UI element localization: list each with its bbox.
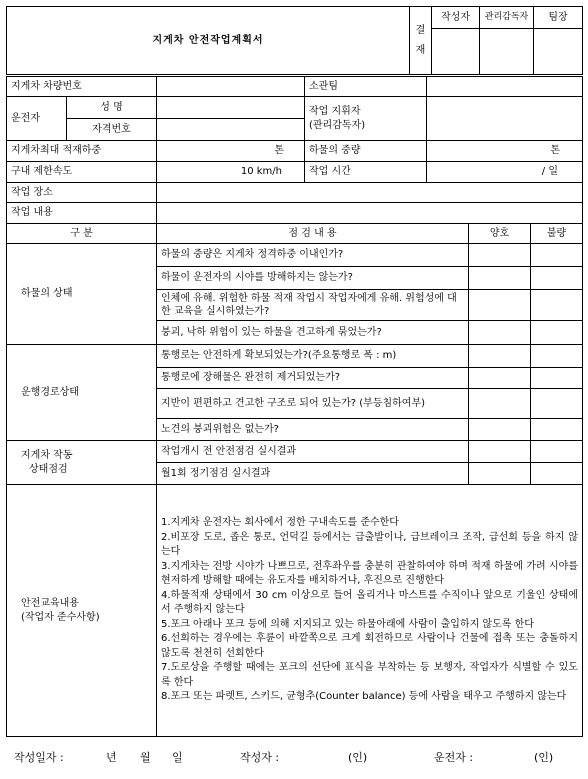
education-item: 1.지게차 운전자는 회사에서 정한 구내속도를 준수한다 xyxy=(161,517,399,529)
driver-name-label: 성 명 xyxy=(67,97,157,119)
check-bad-box[interactable] xyxy=(531,389,583,419)
education-item: 3.지게차는 전방 시야가 나쁘므로, 전후좌우를 충분히 관찰하여야 하며 적재 하물에 가려 시야를 현저하게 방해할 때에는 유도자를 배치하거나, 후진으로 진행한다 xyxy=(161,560,578,587)
vehicle-no-value[interactable] xyxy=(157,77,305,97)
speed-value-text: 10 km/h xyxy=(240,166,282,178)
place-value[interactable] xyxy=(157,183,583,203)
checklist-header-category: 구 분 xyxy=(7,224,157,244)
check-bad-box[interactable] xyxy=(531,290,583,321)
driver-label: 운전자 xyxy=(7,97,67,141)
approval-label xyxy=(410,7,432,75)
sign-box-supervisor[interactable] xyxy=(480,29,534,75)
section-route-status: 운행경로상태 xyxy=(7,345,157,441)
date-year-label: 년 xyxy=(106,751,117,764)
check-good-box[interactable] xyxy=(469,441,531,463)
date-month-label: 월 xyxy=(140,751,151,764)
document-title: 지게차 안전작업계획서 xyxy=(7,7,410,75)
check-item: 작업개시 전 안전점검 실시결과 xyxy=(157,441,469,463)
education-item: 2.비포장 도로, 좁은 통로, 언덕길 등에서는 급출발이나, 급브레이크 조작, 급선회 등을 하지 않는다 xyxy=(161,531,578,558)
check-item: 하물의 중량은 지게차 정격하중 이내인가? xyxy=(157,244,469,267)
driver-name-value[interactable] xyxy=(157,97,305,119)
education-item: 6.선회하는 경우에는 후륜이 바깥쪽으로 크게 회전하므로 사람이나 건물에 접촉 또는 충돌하지 않도록 천천히 선회한다 xyxy=(161,633,578,659)
education-item: 7.도로상을 주행할 때에는 포크의 선단에 표식을 부착하는 등 보행자, 작업자가 식별할 수 있도록 한다 xyxy=(161,662,578,688)
check-bad-box[interactable] xyxy=(531,419,583,441)
content-value[interactable] xyxy=(157,203,583,224)
max-load-label: 지게차최대 적재하중 xyxy=(7,141,157,162)
check-item: 월1회 정기점검 실시결과 xyxy=(157,463,469,485)
check-good-box[interactable] xyxy=(469,345,531,368)
check-bad-box[interactable] xyxy=(531,244,583,267)
license-label: 자격번호 xyxy=(67,119,157,141)
max-load-unit: 톤 xyxy=(274,145,284,157)
check-item: 하물이 운전자의 시야를 방해하지는 않는가? xyxy=(157,267,469,290)
supervisor-label-line1: 작업 지휘자 xyxy=(309,106,361,117)
max-load-value[interactable] xyxy=(157,141,305,162)
checklist-header-bad: 불량 xyxy=(531,224,583,244)
check-good-box[interactable] xyxy=(469,267,531,290)
speed-value[interactable] xyxy=(157,162,305,183)
check-good-box[interactable] xyxy=(469,321,531,345)
check-bad-box[interactable] xyxy=(531,321,583,345)
driver-seal[interactable]: (인) xyxy=(534,751,554,764)
check-item: 노견의 붕괴위험은 없는가? xyxy=(157,419,469,441)
supervisor-label-line2: (관리감독자) xyxy=(309,119,366,131)
load-weight-value[interactable] xyxy=(427,141,583,162)
date-day-label: 일 xyxy=(172,751,183,764)
education-list xyxy=(157,485,583,737)
speed-label: 구내 제한속도 xyxy=(7,162,157,183)
check-item: 지반이 편편하고 견고한 구조로 되어 있는가? (부등침하여부) xyxy=(157,389,469,419)
education-item: 8.포크 또는 파렛트, 스키드, 균형추(Counter balance) 등에 사람을 태우고 주행하지 않는다 xyxy=(161,691,567,703)
writer-label: 작성자 : xyxy=(240,751,280,764)
work-time-label: 작업 시간 xyxy=(305,162,427,183)
approval-col-supervisor: 관리감독자 xyxy=(480,7,534,29)
dept-label: 소관팀 xyxy=(305,77,427,97)
check-good-box[interactable] xyxy=(469,290,531,321)
education-label xyxy=(7,485,157,737)
check-bad-box[interactable] xyxy=(531,463,583,485)
approval-col-writer: 작성자 xyxy=(432,7,480,29)
sign-box-teamlead[interactable] xyxy=(534,29,583,75)
check-bad-box[interactable] xyxy=(531,441,583,463)
check-item: 인체에 유해. 위험한 하물 적재 작업시 작업자에게 유해. 위험성에 대한 교육을 실시하였는가? xyxy=(157,290,469,321)
main-form-table xyxy=(6,76,583,737)
signature-footer xyxy=(6,747,582,767)
supervisor-label xyxy=(305,97,427,141)
check-bad-box[interactable] xyxy=(531,345,583,368)
checklist-header-items: 점 검 내 용 xyxy=(157,224,469,244)
title-block xyxy=(6,6,583,75)
section-operation-check-line2: 상태점검 xyxy=(29,463,68,475)
education-label-line1: 안전교육내용 xyxy=(21,598,79,609)
writer-seal[interactable]: (인) xyxy=(348,751,368,764)
approval-label-top: 결 xyxy=(415,24,426,36)
work-time-value-text: / 일 xyxy=(541,166,558,178)
sign-box-writer[interactable] xyxy=(432,29,480,75)
check-bad-box[interactable] xyxy=(531,267,583,290)
date-label: 작성일자 : xyxy=(14,751,64,764)
load-weight-label: 하물의 중량 xyxy=(305,141,427,162)
section-operation-check-line1: 지게차 작동 xyxy=(21,450,73,461)
education-label-line2: (작업자 준수사항) xyxy=(21,611,100,623)
work-time-value[interactable] xyxy=(427,162,583,183)
check-good-box[interactable] xyxy=(469,368,531,389)
section-operation-check xyxy=(7,441,157,485)
driver-sign-label: 운전자 : xyxy=(434,751,474,764)
section-load-status: 하물의 상태 xyxy=(7,244,157,345)
education-item: 5.포크 아래나 포크 등에 의해 지지되고 있는 하물아래에 사람이 출입하지 않도록 한다 xyxy=(161,618,534,630)
approval-col-teamlead: 팀장 xyxy=(534,7,583,29)
approval-label-bottom: 재 xyxy=(415,44,426,56)
check-good-box[interactable] xyxy=(469,244,531,267)
supervisor-value[interactable] xyxy=(427,97,583,141)
check-good-box[interactable] xyxy=(469,463,531,485)
content-label: 작업 내용 xyxy=(7,203,157,224)
load-weight-unit: 톤 xyxy=(550,145,560,157)
check-good-box[interactable] xyxy=(469,389,531,419)
check-bad-box[interactable] xyxy=(531,368,583,389)
vehicle-no-label: 지게차 차량번호 xyxy=(7,77,157,97)
dept-value[interactable] xyxy=(427,77,583,97)
checklist-header-good: 양호 xyxy=(469,224,531,244)
check-good-box[interactable] xyxy=(469,419,531,441)
place-label: 작업 장소 xyxy=(7,183,157,203)
check-item: 붕괴, 낙하 위험이 있는 하물을 견고하게 묶었는가? xyxy=(157,321,469,345)
license-value[interactable] xyxy=(157,119,305,141)
check-item: 통행로는 안전하게 확보되었는가?(주요통행로 폭 : m) xyxy=(157,345,469,368)
education-item: 4.하물적재 상태에서 30 cm 이상으로 들어 올리거나 마스트를 수직이나 앞으로 기울인 상태에서 주행하지 않는다 xyxy=(161,589,578,616)
check-item: 통행로에 장해물은 완전히 제거되었는가? xyxy=(157,368,469,389)
